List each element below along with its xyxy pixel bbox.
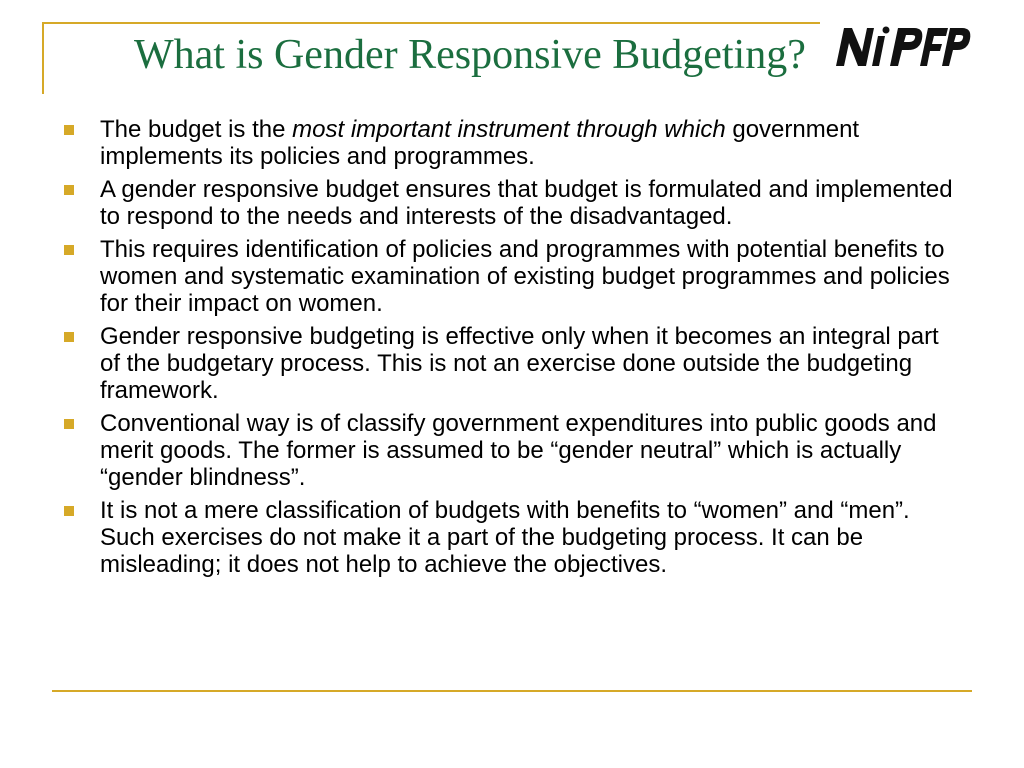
bullet-text: It is not a mere classification of budgets with benefits to “women” and “men”. Such exercises do not make it a part of the budgeting process. It can be misleading; it does not help to achieve the objectives. [100, 497, 910, 578]
bullet-text: government implements its policies and programmes. [100, 116, 860, 170]
bullet-item [60, 323, 960, 404]
frame-left-rule [42, 22, 44, 94]
bullet-item [60, 497, 960, 578]
square-bullet-icon [64, 125, 74, 135]
bullet-item [60, 236, 960, 317]
slide-title: What is Gender Responsive Budgeting? [134, 32, 806, 78]
square-bullet-icon [64, 245, 74, 255]
bullet-item [60, 176, 960, 230]
bullet-text: The budget is the [100, 116, 293, 143]
square-bullet-icon [64, 419, 74, 429]
frame-bottom-rule [52, 690, 972, 692]
square-bullet-icon [64, 185, 74, 195]
bullet-list [60, 116, 960, 584]
bullet-item [60, 116, 960, 170]
square-bullet-icon [64, 332, 74, 342]
bullet-text: Gender responsive budgeting is effective only when it becomes an integral part of the budgetary process. This is not an exercise done outside the budgeting framework. [100, 323, 939, 404]
bullet-text: Conventional way is of classify government expenditures into public goods and merit goods. The former is assumed to be “gender neutral” which is actually “gender blindness”. [100, 410, 937, 491]
frame-top-rule [42, 22, 820, 24]
bullet-item [60, 410, 960, 491]
nipfp-logo [832, 22, 972, 72]
square-bullet-icon [64, 506, 74, 516]
bullet-text: A gender responsive budget ensures that budget is formulated and implemented to respond to the needs and interests of the disadvantaged. [100, 176, 953, 230]
bullet-text: This requires identification of policies and programmes with potential benefits to women and systematic examination of existing budget programmes and policies for their impact on women. [100, 236, 950, 317]
bullet-emphasis: most important instrument through which [292, 116, 726, 143]
